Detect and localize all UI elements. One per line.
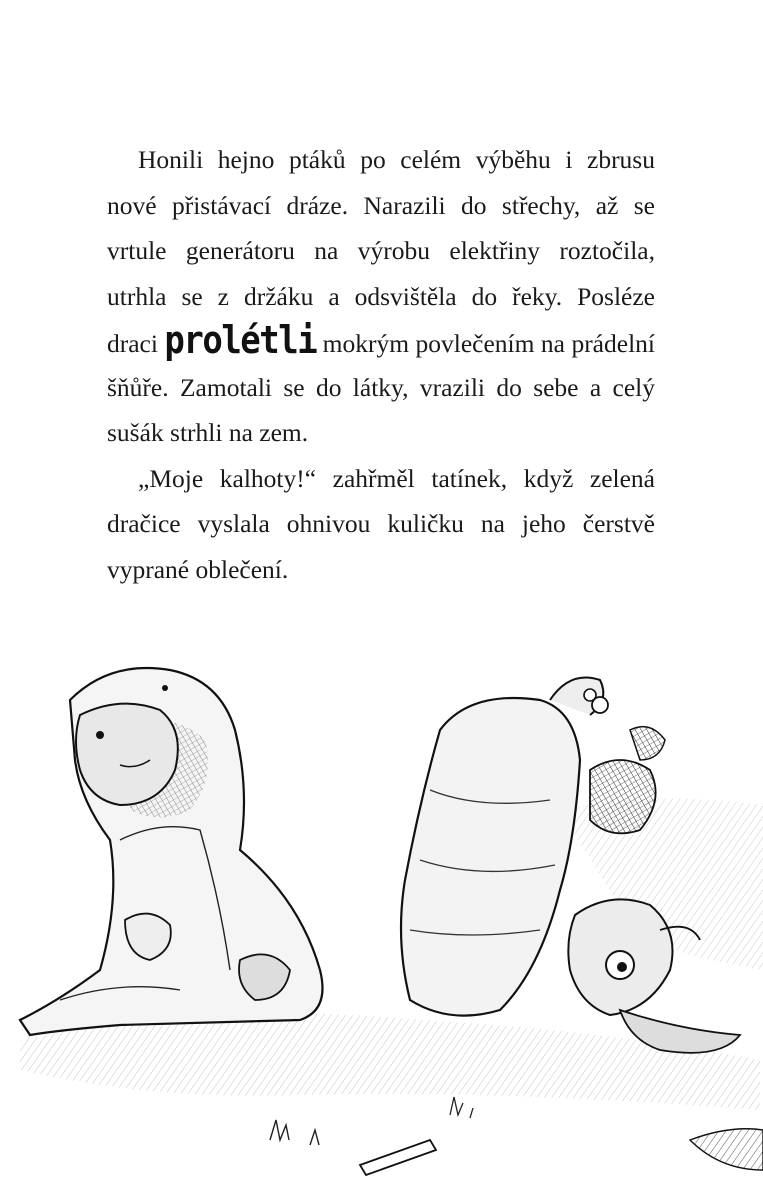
text-line: Honili hejno ptáků po celém výběhu i zbrusu bbox=[138, 145, 655, 174]
emphasis-word: prolétli bbox=[164, 318, 317, 364]
text-line: nové přistávací dráze. Narazili do střechy, až se bbox=[107, 190, 655, 220]
text-line: vyprané oblečení. bbox=[107, 554, 289, 584]
body-text bbox=[107, 137, 655, 592]
text-fragment: draci bbox=[107, 329, 165, 358]
tangled-dragons-illustration bbox=[0, 640, 763, 1180]
text-line: sušák strhli na zem. bbox=[107, 418, 309, 447]
text-fragment: mokrým povlečením na prádelní bbox=[316, 329, 655, 358]
text-line: vrtule generátoru na výrobu elektřiny roztočila, bbox=[107, 236, 655, 265]
text-line: utrhla se z držáku a odsvištěla do řeky. Posléze bbox=[107, 281, 655, 311]
text-line: „Moje kalhoty!“ zahřměl tatínek, když zelená bbox=[138, 463, 655, 493]
grass-and-clothes-peg bbox=[270, 1097, 763, 1175]
text-line: šňůře. Zamotali se do látky, vrazili do sebe a celý bbox=[107, 372, 655, 402]
text-line: dračice vyslala ohnivou kuličku na jeho čerstvě bbox=[107, 509, 655, 538]
left-dragon-in-sheet bbox=[20, 668, 323, 1035]
text-line-with-emphasis bbox=[107, 319, 655, 365]
